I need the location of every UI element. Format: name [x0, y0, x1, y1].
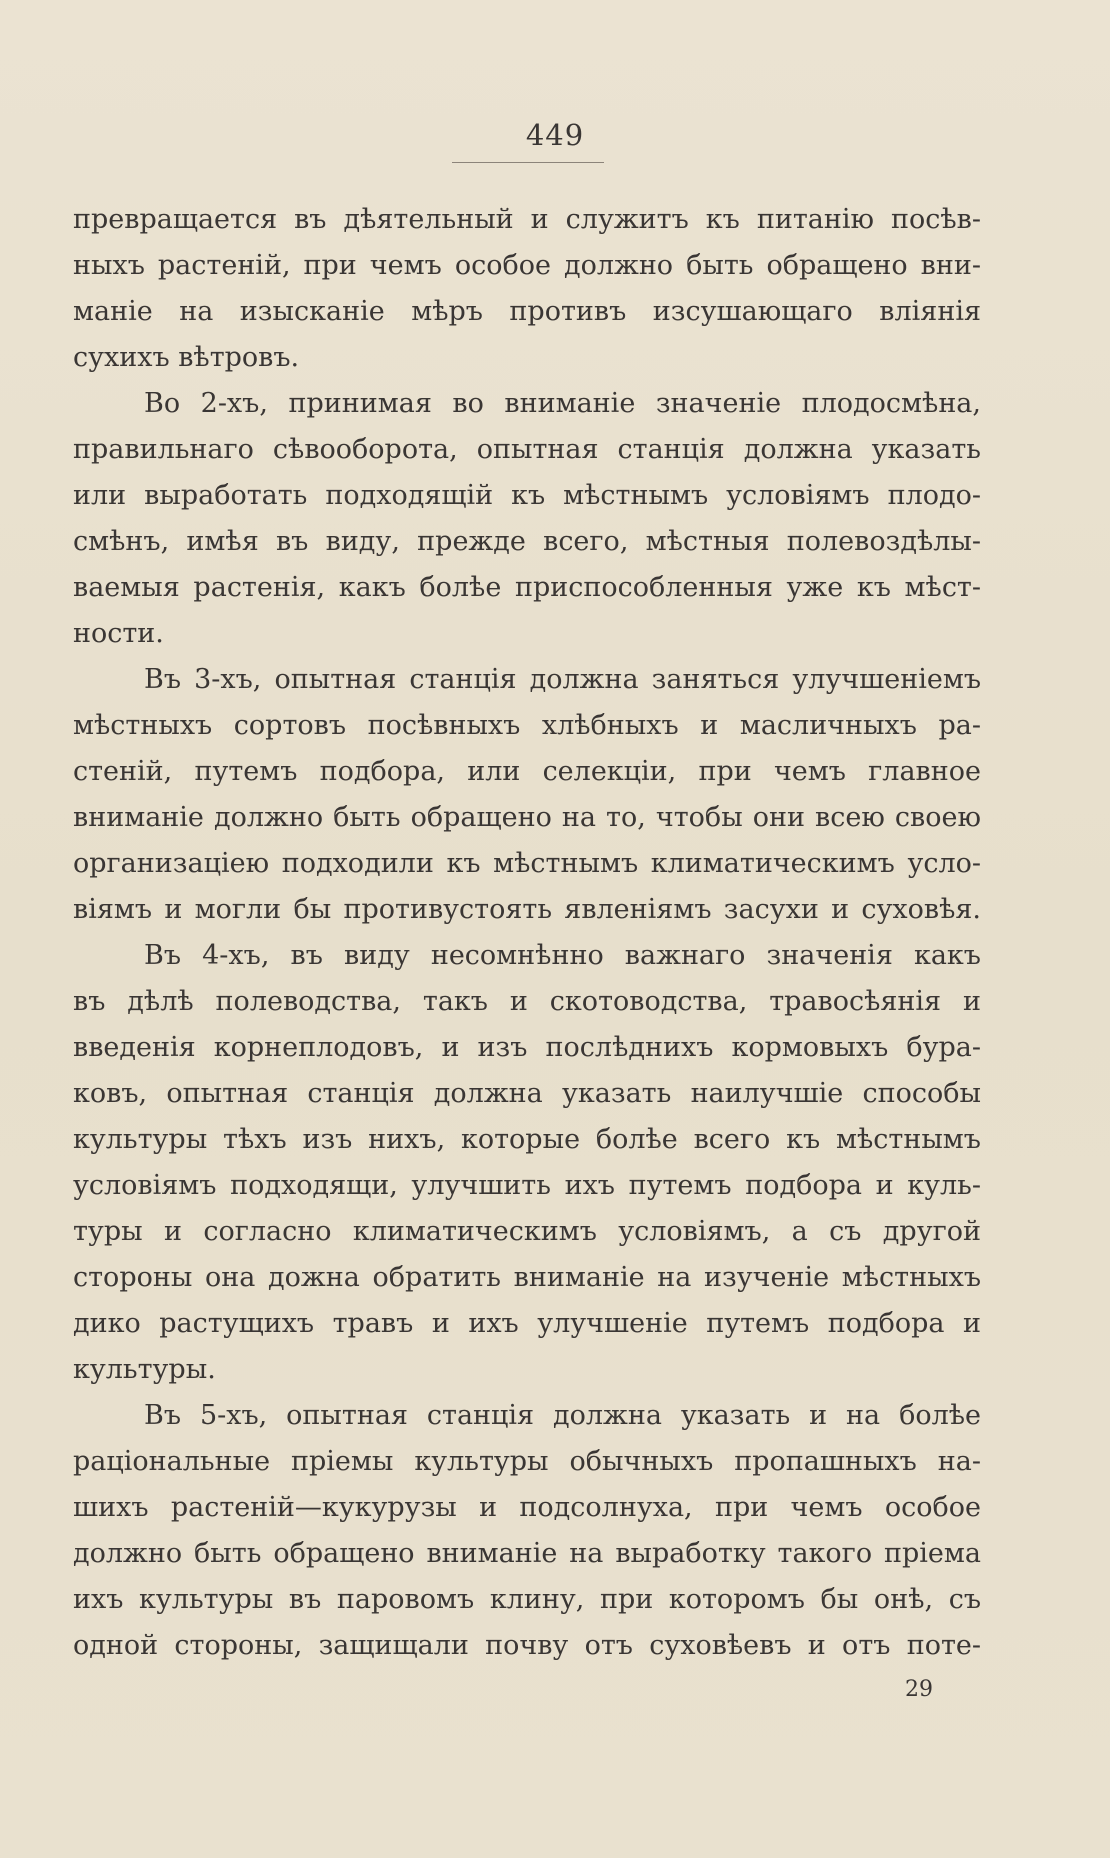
text-line: условіямъ подходящи, улучшить ихъ путемъ подбора и куль- — [73, 1170, 981, 1201]
text-line: въ дѣлѣ полеводства, такъ и скотоводства, травосѣянія и — [73, 986, 981, 1017]
page-number: 449 — [525, 118, 585, 152]
text-line: ныхъ растеній, при чемъ особое должно быть обращено вни- — [73, 250, 981, 281]
text-line: ности. — [73, 618, 164, 649]
signature-mark: 29 — [905, 1677, 933, 1702]
text-line: должно быть обращено вниманіе на выработку такого пріема — [73, 1538, 981, 1569]
paragraph-start-line: Въ 4-хъ, въ виду несомнѣнно важнаго значенія какъ — [144, 940, 981, 971]
body-text — [73, 197, 981, 1669]
text-line: одной стороны, защищали почву отъ суховѣевъ и отъ поте- — [73, 1630, 981, 1661]
text-line: культуры тѣхъ изъ нихъ, которые болѣе всего къ мѣстнымъ — [73, 1124, 981, 1155]
paragraph-start-line: Во 2-хъ, принимая во вниманіе значеніе плодосмѣна, — [144, 388, 981, 419]
paragraph-start-line: Въ 5-хъ, опытная станція должна указать и на болѣе — [144, 1400, 981, 1431]
text-line: туры и согласно климатическимъ условіямъ, а съ другой — [73, 1216, 981, 1247]
text-line: стороны она дожна обратить вниманіе на изученіе мѣстныхъ — [73, 1262, 981, 1293]
text-line: превращается въ дѣятельный и служитъ къ питанію посѣв- — [73, 204, 981, 235]
text-line: ваемыя растенія, какъ болѣе приспособленныя уже къ мѣст- — [73, 572, 981, 603]
text-line: ихъ культуры въ паровомъ клину, при которомъ бы онѣ, съ — [73, 1584, 981, 1615]
paragraph-start-line: Въ 3-хъ, опытная станція должна заняться улучшеніемъ — [144, 664, 981, 695]
text-line: ковъ, опытная станція должна указать наилучшіе способы — [73, 1078, 981, 1109]
text-line: раціональные пріемы культуры обычныхъ пропашныхъ на- — [73, 1446, 981, 1477]
text-line: мѣстныхъ сортовъ посѣвныхъ хлѣбныхъ и масличныхъ ра- — [73, 710, 981, 741]
text-line: смѣнъ, имѣя въ виду, прежде всего, мѣстныя полевоздѣлы- — [73, 526, 981, 557]
text-line: віямъ и могли бы противустоять явленіямъ засухи и суховѣя. — [73, 894, 981, 925]
text-line: организаціею подходили къ мѣстнымъ климатическимъ усло- — [73, 848, 981, 879]
text-line: вниманіе должно быть обращено на то, чтобы они всею своею — [73, 802, 981, 833]
text-line: культуры. — [73, 1354, 216, 1385]
text-line: шихъ растеній—кукурузы и подсолнуха, при чемъ особое — [73, 1492, 981, 1523]
text-line: или выработать подходящій къ мѣстнымъ условіямъ плодо- — [73, 480, 981, 511]
text-line: дико растущихъ травъ и ихъ улучшеніе путемъ подбора и — [73, 1308, 981, 1339]
header-rule — [452, 162, 604, 163]
text-line: маніе на изысканіе мѣръ противъ изсушающаго вліянія — [73, 296, 981, 327]
text-line: введенія корнеплодовъ, и изъ послѣднихъ кормовыхъ бура- — [73, 1032, 981, 1063]
text-line: правильнаго сѣвооборота, опытная станція должна указать — [73, 434, 981, 465]
text-line: стеній, путемъ подбора, или селекціи, при чемъ главное — [73, 756, 981, 787]
text-line: сухихъ вѣтровъ. — [73, 342, 300, 373]
